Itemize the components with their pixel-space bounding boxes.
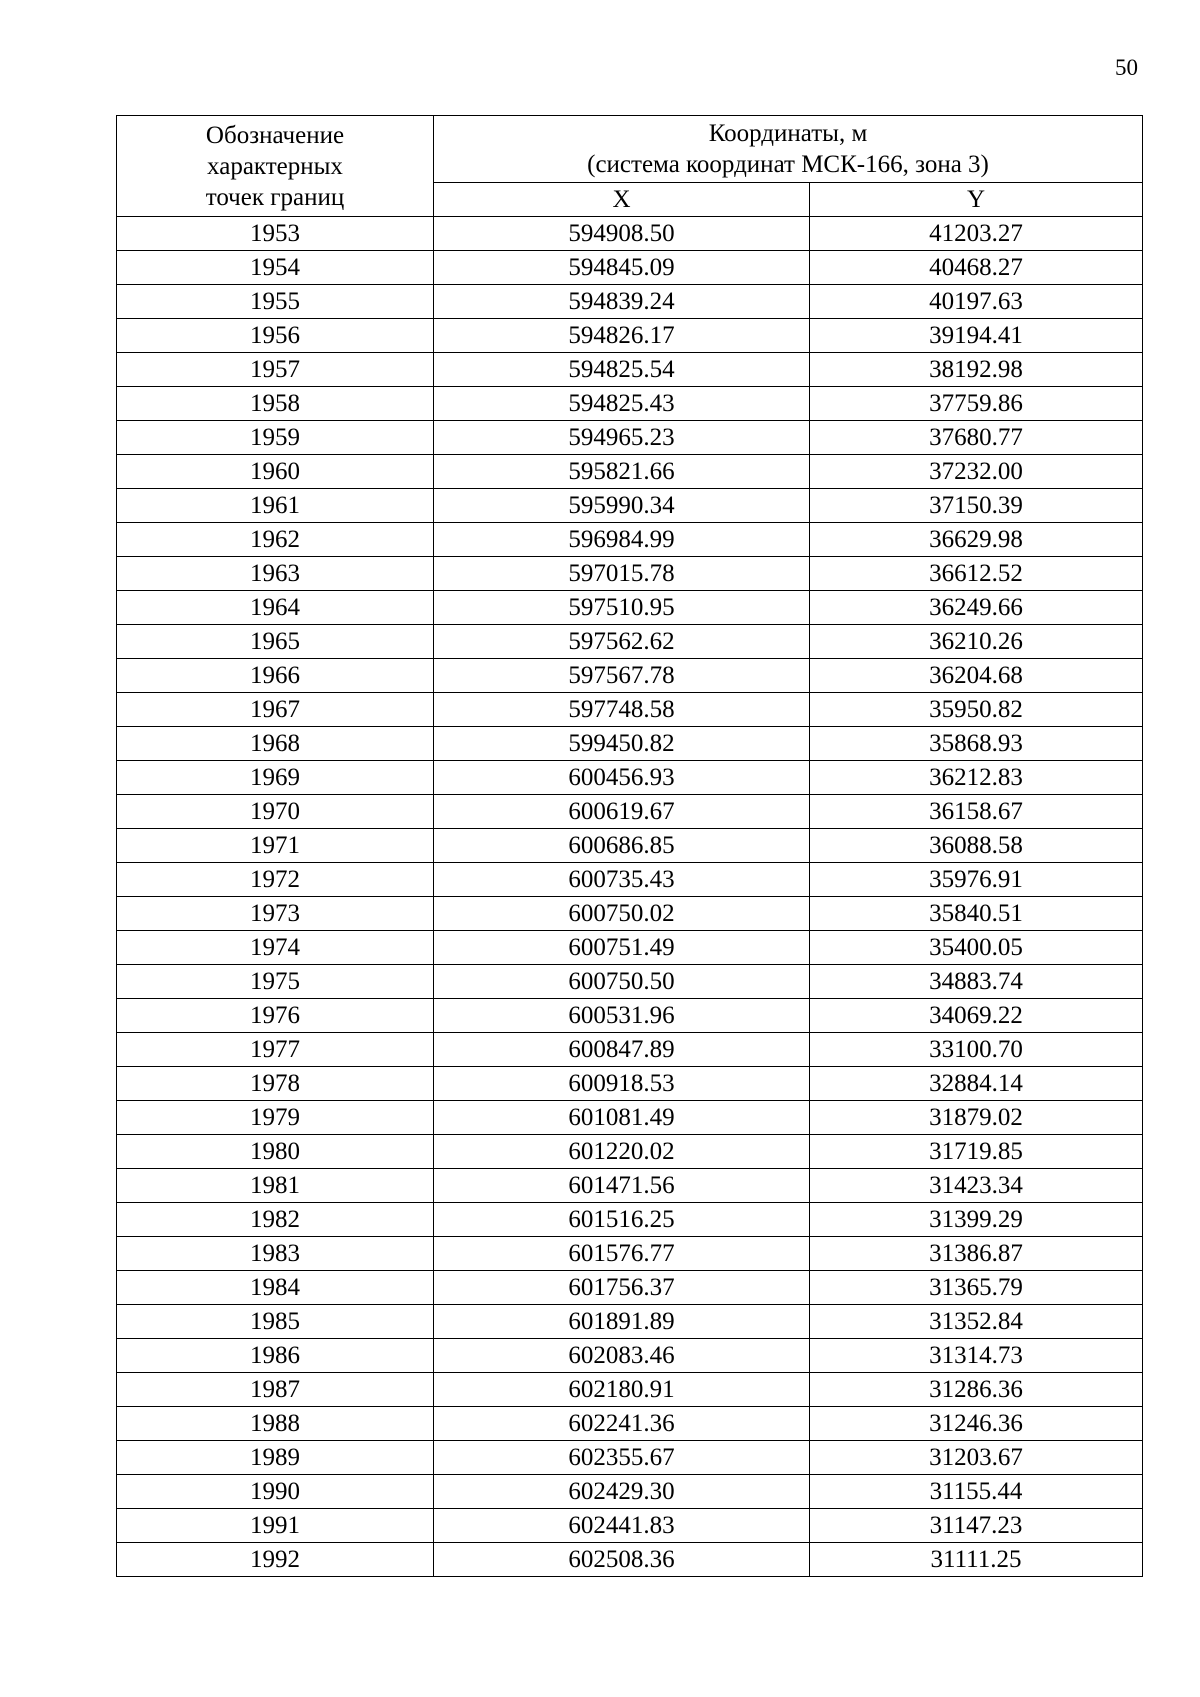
header-point-line-3: точек границ [205,183,345,211]
cell-x: 601756.37 [434,1271,810,1305]
cell-x: 600751.49 [434,931,810,965]
cell-point: 1956 [117,319,434,353]
table-row [117,455,1143,489]
table-row [117,1203,1143,1237]
cell-x: 601220.02 [434,1135,810,1169]
cell-x: 600918.53 [434,1067,810,1101]
cell-point: 1979 [117,1101,434,1135]
page-number: 50 [1115,55,1138,80]
table-row [117,421,1143,455]
cell-x: 600531.96 [434,999,810,1033]
cell-x: 594825.43 [434,387,810,421]
cell-x: 597015.78 [434,557,810,591]
cell-point: 1963 [117,557,434,591]
cell-point: 1978 [117,1067,434,1101]
cell-point: 1975 [117,965,434,999]
table-row [117,251,1143,285]
cell-x: 600686.85 [434,829,810,863]
table-row [117,931,1143,965]
cell-x: 599450.82 [434,727,810,761]
cell-point: 1965 [117,625,434,659]
cell-x: 601516.25 [434,1203,810,1237]
cell-point: 1986 [117,1339,434,1373]
cell-y: 35950.82 [810,693,1143,727]
table-row [117,727,1143,761]
cell-point: 1972 [117,863,434,897]
cell-y: 35840.51 [810,897,1143,931]
cell-x: 601576.77 [434,1237,810,1271]
table-row [117,1339,1143,1373]
cell-point: 1988 [117,1407,434,1441]
table-row [117,1169,1143,1203]
cell-point: 1992 [117,1543,434,1577]
cell-y: 31155.44 [810,1475,1143,1509]
table-row [117,897,1143,931]
table-row [117,1475,1143,1509]
cell-y: 37150.39 [810,489,1143,523]
cell-y: 39194.41 [810,319,1143,353]
cell-point: 1960 [117,455,434,489]
cell-point: 1983 [117,1237,434,1271]
cell-x: 600456.93 [434,761,810,795]
table-row [117,863,1143,897]
cell-point: 1982 [117,1203,434,1237]
cell-point: 1989 [117,1441,434,1475]
table-row [117,795,1143,829]
table-row [117,1305,1143,1339]
cell-x: 594908.50 [434,217,810,251]
table-row [117,1407,1143,1441]
header-point-designation [117,116,434,217]
table-row [117,557,1143,591]
coordinates-table [116,115,1143,1577]
cell-x: 601471.56 [434,1169,810,1203]
cell-y: 37232.00 [810,455,1143,489]
table-row [117,387,1143,421]
cell-point: 1977 [117,1033,434,1067]
cell-point: 1964 [117,591,434,625]
table-row [117,1067,1143,1101]
cell-x: 595821.66 [434,455,810,489]
cell-x: 600750.50 [434,965,810,999]
cell-y: 40197.63 [810,285,1143,319]
cell-x: 594839.24 [434,285,810,319]
cell-point: 1971 [117,829,434,863]
cell-y: 40468.27 [810,251,1143,285]
cell-point: 1953 [117,217,434,251]
cell-y: 34069.22 [810,999,1143,1033]
table-row [117,1373,1143,1407]
cell-x: 594825.54 [434,353,810,387]
cell-x: 602180.91 [434,1373,810,1407]
cell-y: 31352.84 [810,1305,1143,1339]
header-point-line-1: Обозначение [205,121,345,149]
table-row [117,1441,1143,1475]
cell-point: 1957 [117,353,434,387]
cell-y: 37680.77 [810,421,1143,455]
cell-y: 31314.73 [810,1339,1143,1373]
cell-point: 1973 [117,897,434,931]
cell-point: 1955 [117,285,434,319]
table-row [117,659,1143,693]
table-row [117,999,1143,1033]
table-row [117,285,1143,319]
cell-x: 600750.02 [434,897,810,931]
table-row [117,1135,1143,1169]
cell-y: 36612.52 [810,557,1143,591]
cell-y: 36210.26 [810,625,1143,659]
cell-x: 597562.62 [434,625,810,659]
header-x: X [434,183,810,217]
cell-point: 1959 [117,421,434,455]
cell-point: 1976 [117,999,434,1033]
cell-point: 1991 [117,1509,434,1543]
cell-point: 1985 [117,1305,434,1339]
cell-y: 41203.27 [810,217,1143,251]
cell-x: 600619.67 [434,795,810,829]
table-row [117,1033,1143,1067]
cell-point: 1987 [117,1373,434,1407]
cell-y: 31203.67 [810,1441,1143,1475]
table-row [117,1101,1143,1135]
cell-x: 596984.99 [434,523,810,557]
cell-y: 33100.70 [810,1033,1143,1067]
cell-y: 36249.66 [810,591,1143,625]
cell-point: 1974 [117,931,434,965]
cell-x: 597748.58 [434,693,810,727]
table-row [117,319,1143,353]
table-row [117,591,1143,625]
cell-y: 36212.83 [810,761,1143,795]
cell-point: 1967 [117,693,434,727]
cell-y: 36158.67 [810,795,1143,829]
cell-x: 602355.67 [434,1441,810,1475]
header-coordinates-system: (система координат МСК-166, зона 3) [587,151,989,178]
cell-x: 601891.89 [434,1305,810,1339]
cell-y: 38192.98 [810,353,1143,387]
header-coordinates-title: Координаты, м [708,120,868,147]
cell-x: 602441.83 [434,1509,810,1543]
table-row [117,523,1143,557]
cell-x: 595990.34 [434,489,810,523]
table-row [117,217,1143,251]
cell-point: 1984 [117,1271,434,1305]
cell-y: 31399.29 [810,1203,1143,1237]
cell-point: 1968 [117,727,434,761]
cell-point: 1970 [117,795,434,829]
cell-x: 600735.43 [434,863,810,897]
table-row [117,829,1143,863]
cell-x: 602429.30 [434,1475,810,1509]
cell-point: 1981 [117,1169,434,1203]
cell-y: 31386.87 [810,1237,1143,1271]
cell-y: 31111.25 [810,1543,1143,1577]
cell-point: 1958 [117,387,434,421]
cell-y: 31365.79 [810,1271,1143,1305]
cell-point: 1954 [117,251,434,285]
table-row [117,489,1143,523]
cell-y: 35400.05 [810,931,1143,965]
cell-y: 32884.14 [810,1067,1143,1101]
cell-point: 1966 [117,659,434,693]
cell-y: 31286.36 [810,1373,1143,1407]
cell-x: 594845.09 [434,251,810,285]
cell-x: 594826.17 [434,319,810,353]
header-y: Y [810,183,1143,217]
cell-y: 31879.02 [810,1101,1143,1135]
cell-y: 36204.68 [810,659,1143,693]
header-coordinates [434,116,1143,183]
table-row [117,965,1143,999]
header-point-line-2: характерных [207,152,343,180]
table-row [117,1509,1143,1543]
cell-point: 1962 [117,523,434,557]
table-header [117,116,1143,217]
table-row [117,761,1143,795]
cell-y: 37759.86 [810,387,1143,421]
cell-x: 602241.36 [434,1407,810,1441]
cell-x: 602083.46 [434,1339,810,1373]
cell-point: 1990 [117,1475,434,1509]
cell-y: 31423.34 [810,1169,1143,1203]
table-row [117,1271,1143,1305]
cell-y: 36088.58 [810,829,1143,863]
cell-point: 1969 [117,761,434,795]
cell-y: 31147.23 [810,1509,1143,1543]
cell-y: 31719.85 [810,1135,1143,1169]
cell-x: 594965.23 [434,421,810,455]
cell-point: 1980 [117,1135,434,1169]
table-row [117,1237,1143,1271]
cell-y: 34883.74 [810,965,1143,999]
cell-x: 597510.95 [434,591,810,625]
cell-y: 35976.91 [810,863,1143,897]
cell-point: 1961 [117,489,434,523]
cell-x: 601081.49 [434,1101,810,1135]
cell-y: 36629.98 [810,523,1143,557]
cell-y: 35868.93 [810,727,1143,761]
table-body [117,217,1143,1577]
table-row [117,1543,1143,1577]
table-row [117,693,1143,727]
table-row [117,353,1143,387]
cell-y: 31246.36 [810,1407,1143,1441]
table-row [117,625,1143,659]
cell-x: 597567.78 [434,659,810,693]
cell-x: 600847.89 [434,1033,810,1067]
cell-x: 602508.36 [434,1543,810,1577]
